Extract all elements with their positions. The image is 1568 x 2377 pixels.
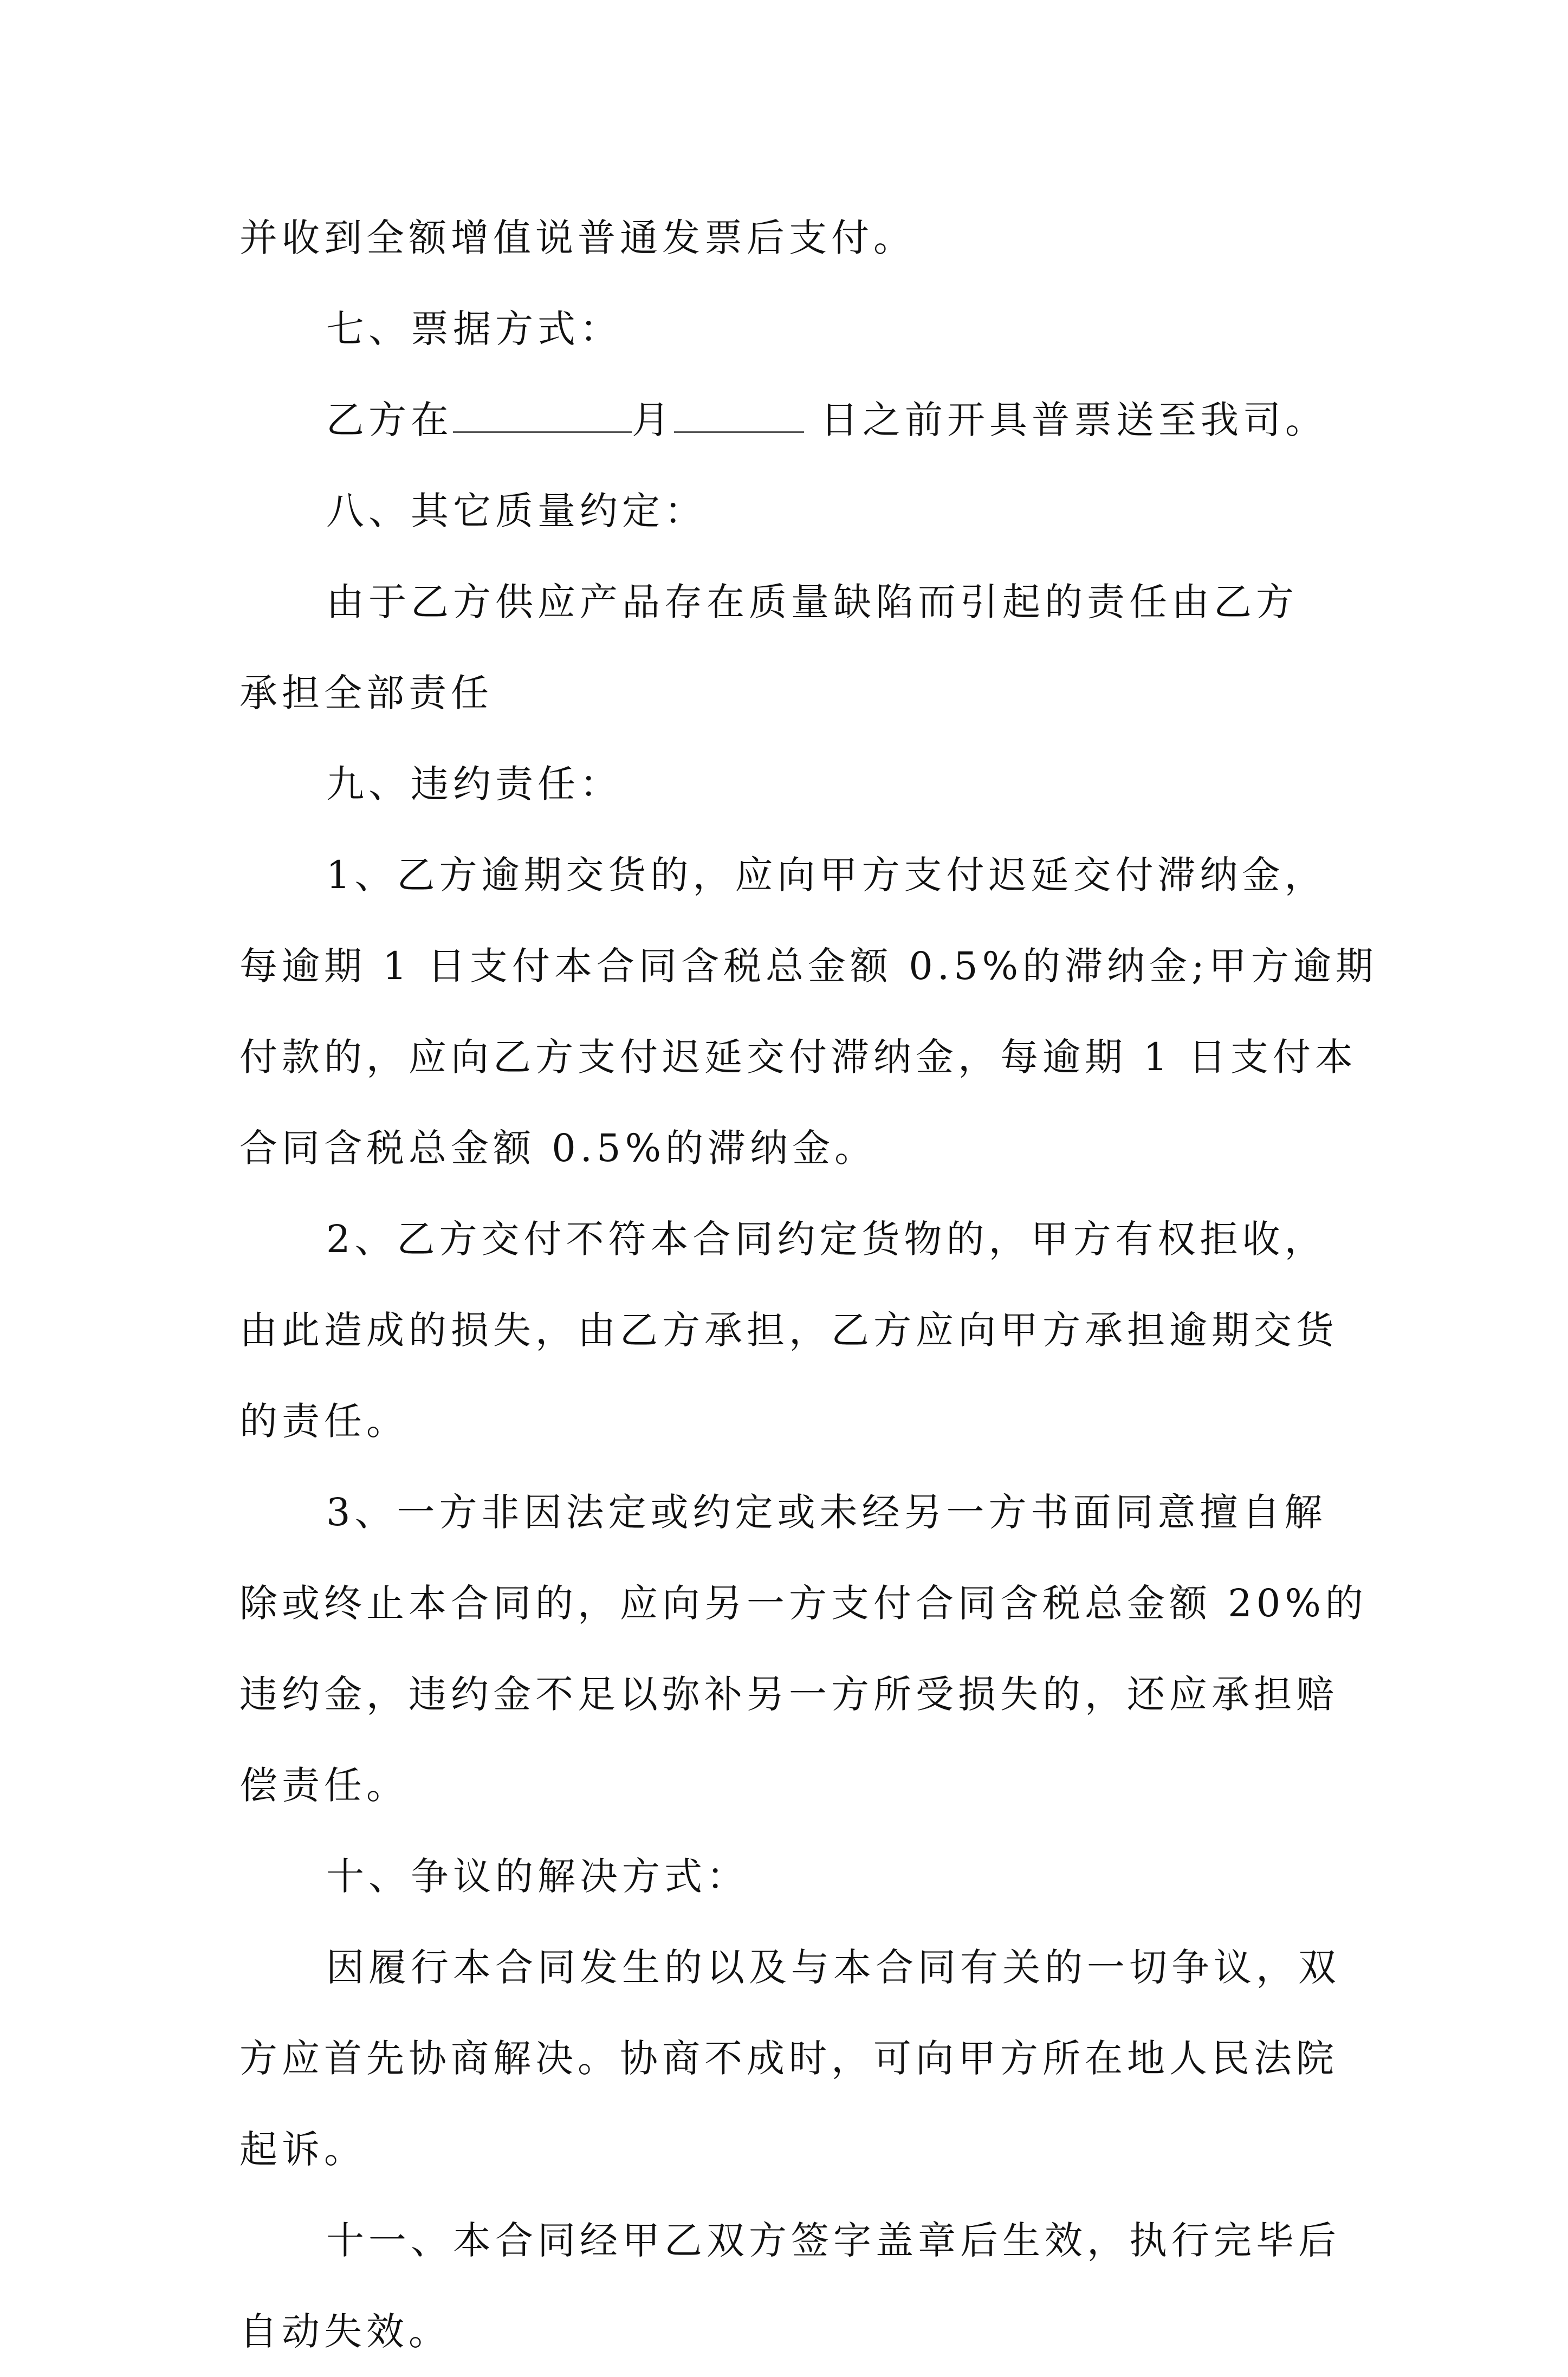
paragraph-line: 自动失效。 [239,2309,451,2354]
paragraph-line: 除或终止本合同的，应向另一方支付合同含税总金额 20%的 [239,1581,1368,1625]
month-blank [453,400,632,433]
paragraph-line: 2、乙方交付不符本合同约定货物的，甲方有权拒收， [326,1217,1327,1261]
billing-date-month: 月 [632,398,674,442]
paragraph-line: 每逾期 1 日支付本合同含税总金额 0.5%的滞纳金;甲方逾期 [239,944,1378,988]
contract-text [239,192,1378,2377]
billing-date-line [239,374,1334,465]
section-heading-dispute: 十、争议的解决方式： [326,1854,749,1899]
day-blank [674,400,804,433]
paragraph-line: 由此造成的损失，由乙方承担，乙方应向甲方承担逾期交货 [239,1308,1338,1352]
section-heading-billing: 七、票据方式： [326,307,622,351]
paragraph-line: 偿责任。 [239,1763,409,1808]
paragraph-line: 合同含税总金额 0.5%的滞纳金。 [239,1126,877,1170]
billing-date-prefix: 乙方在 [326,398,453,442]
paragraph-line: 承担全部责任 [239,671,493,715]
paragraph-line: 1、乙方逾期交货的，应向甲方支付迟延交付滞纳金， [326,853,1327,897]
paragraph-line: 并收到全额增值说普通发票后支付。 [239,216,916,260]
paragraph-line: 方应首先协商解决。协商不成时，可向甲方所在地人民法院 [239,2036,1338,2081]
paragraph-line: 十一、本合同经甲乙双方签字盖章后生效，执行完毕后 [326,2218,1340,2263]
paragraph-line: 付款的，应向乙方支付迟延交付滞纳金，每逾期 1 日支付本 [239,1035,1358,1079]
paragraph-line: 起诉。 [239,2127,366,2172]
paragraph-line: 违约金，违约金不足以弥补另一方所受损失的，还应承担赔 [239,1672,1338,1717]
billing-date-suffix: 日之前开具普票送至我司。 [820,398,1327,442]
paragraph-line: 的责任。 [239,1399,409,1443]
section-heading-liability: 九、违约责任： [326,762,622,806]
paragraph-line: 因履行本合同发生的以及与本合同有关的一切争议，双 [326,1945,1340,1990]
paragraph-line: 3、一方非因法定或约定或未经另一方书面同意擅自解 [326,1490,1327,1534]
paragraph-line: 由于乙方供应产品存在质量缺陷而引起的责任由乙方 [326,580,1298,624]
section-heading-quality: 八、其它质量约定： [326,489,707,533]
